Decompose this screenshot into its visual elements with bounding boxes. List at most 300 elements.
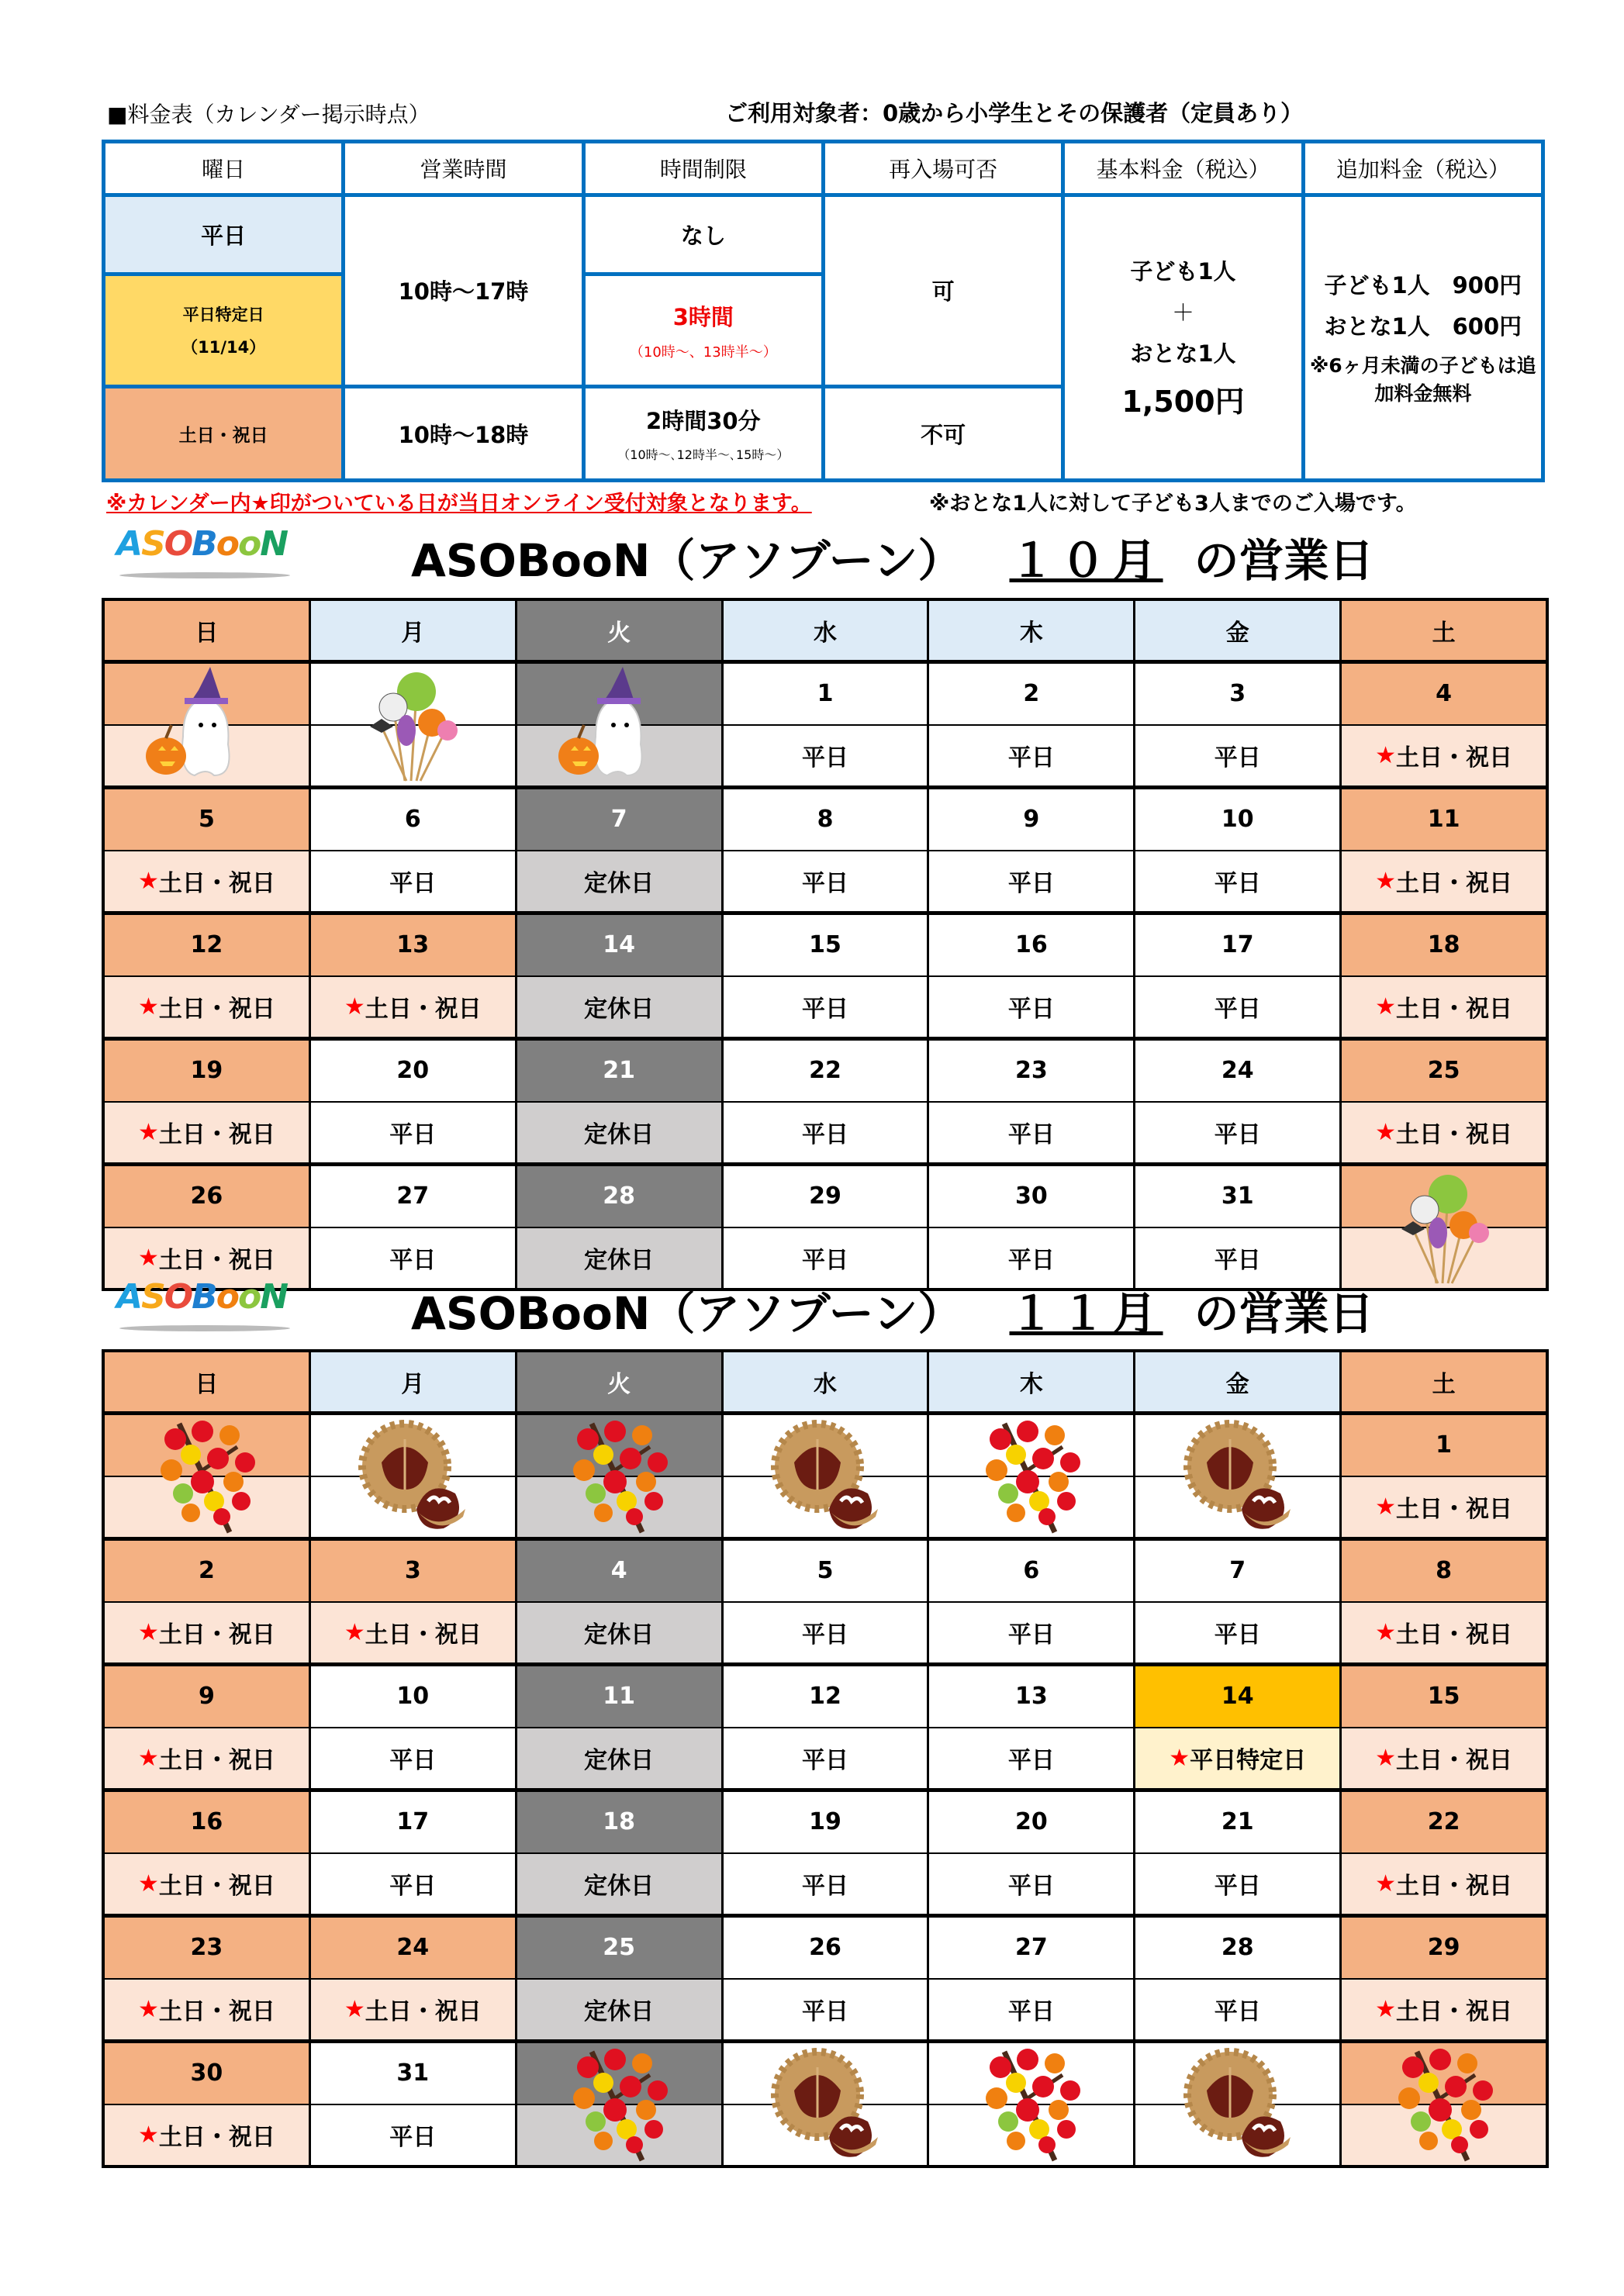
calendar-day — [724, 1918, 930, 2039]
day-status-label: 土日・祝日 — [158, 1247, 275, 1275]
day-status — [929, 1980, 1133, 2040]
autumn-leaves-icon — [929, 1415, 1133, 1537]
calendar-day — [724, 1166, 930, 1288]
day-number: 16 — [105, 1792, 309, 1854]
day-status-label: 平日 — [1214, 996, 1261, 1024]
day-status — [1135, 1728, 1339, 1789]
day-status-label: 平日 — [802, 1998, 848, 2026]
day-number: 31 — [311, 2043, 515, 2105]
day-number: 5 — [724, 1541, 928, 1603]
calendar-week — [105, 1166, 1546, 1288]
calendar-day — [1135, 1918, 1342, 2039]
col-hours: 営業時間 — [344, 142, 583, 195]
day-status-label: 土日・祝日 — [1396, 1621, 1513, 1649]
day-status-label: 平日 — [1007, 1747, 1055, 1775]
day-status — [929, 977, 1133, 1038]
day-number: 3 — [1135, 664, 1339, 726]
weekday-header-cell: 木 — [929, 1352, 1135, 1411]
weekday-header-cell: 水 — [724, 601, 930, 660]
day-status — [105, 1980, 309, 2040]
illustration-cell — [1135, 1415, 1342, 1537]
day-number: 26 — [105, 1166, 309, 1228]
weekday-header-cell: 木 — [929, 601, 1135, 660]
weekday-header-cell: 土 — [1342, 601, 1546, 660]
day-status — [311, 1103, 515, 1163]
weekday-header — [105, 601, 1546, 664]
day-status — [1342, 977, 1546, 1038]
calendar-day — [1342, 1415, 1546, 1537]
illustration-cell — [517, 2043, 724, 2165]
day-status-label: 土日・祝日 — [158, 1747, 275, 1775]
day-number: 27 — [929, 1918, 1133, 1980]
day-status — [1135, 851, 1339, 912]
reentry-weekend: 不可 — [823, 387, 1063, 481]
day-number: 25 — [1342, 1041, 1546, 1103]
day-status — [105, 1603, 309, 1663]
day-status — [929, 851, 1133, 912]
online-star-icon: ★ — [137, 1870, 159, 1897]
day-status-label: 平日 — [389, 1247, 437, 1275]
autumn-leaves-icon — [517, 2043, 721, 2165]
day-status — [724, 1103, 928, 1163]
weekday-header-cell: 火 — [517, 601, 724, 660]
day-status-label: 平日 — [802, 996, 848, 1024]
day-status-label: 土日・祝日 — [158, 1998, 275, 2026]
day-status-label: 平日 — [802, 870, 848, 898]
ghost-pumpkin-icon — [517, 664, 721, 785]
calendar-day — [929, 664, 1135, 785]
day-number: 15 — [724, 915, 928, 977]
day-number: 4 — [517, 1541, 721, 1603]
calendar-week — [105, 1415, 1546, 1541]
day-number: 13 — [311, 915, 515, 977]
day-status — [105, 977, 309, 1038]
chestnut-icon — [311, 1415, 515, 1537]
day-number: 23 — [929, 1041, 1133, 1103]
online-note: ※カレンダー内★印がついている日が当日オンライン受付対象となります。 — [106, 492, 812, 516]
day-number: 3 — [311, 1541, 515, 1603]
day-number: 19 — [105, 1041, 309, 1103]
base-child: 子ども1人 — [1130, 258, 1236, 285]
col-extra-fee: 追加料金（税込） — [1303, 142, 1543, 195]
day-number: 13 — [929, 1666, 1133, 1728]
calendar-day — [1342, 1541, 1546, 1662]
chestnut-icon — [1135, 2043, 1339, 2165]
day-status-label: 平日 — [389, 1747, 437, 1775]
day-status — [105, 2105, 309, 2166]
illustration-cell — [724, 2043, 930, 2165]
day-status-label: 平日 — [1214, 1247, 1261, 1275]
day-number: 20 — [311, 1041, 515, 1103]
calendar-title-name: ASOBooN（アソブーン） — [411, 534, 963, 587]
day-status-label: 土日・祝日 — [1396, 870, 1513, 898]
autumn-leaves-icon — [1342, 2043, 1546, 2165]
day-number: 31 — [1135, 1166, 1339, 1228]
online-star-icon: ★ — [344, 993, 365, 1020]
calendar-day — [1342, 1792, 1546, 1914]
autumn-leaves-icon — [929, 2043, 1133, 2165]
calendar-day — [105, 1166, 311, 1288]
calendar-day — [105, 789, 311, 911]
online-star-icon: ★ — [1375, 1118, 1397, 1146]
day-status-label: 定休日 — [584, 1247, 655, 1275]
illustration-cell — [724, 1415, 930, 1537]
online-star-icon: ★ — [344, 1995, 365, 2023]
day-status — [1135, 1103, 1339, 1163]
november-calendar — [102, 1349, 1549, 2168]
day-number: 25 — [517, 1918, 721, 1980]
online-star-icon: ★ — [137, 1995, 159, 2023]
calendar-day — [1342, 1918, 1546, 2039]
price-table — [102, 140, 1545, 482]
day-number: 20 — [929, 1792, 1133, 1854]
day-status-label: 平日 — [1007, 996, 1055, 1024]
calendar-day — [724, 915, 930, 1037]
extra-adult: おとな1人 600円 — [1324, 313, 1522, 340]
calendar-day — [1135, 1541, 1342, 1662]
calendar-day — [105, 1918, 311, 2039]
day-number: 6 — [929, 1541, 1133, 1603]
day-status — [517, 1980, 721, 2040]
halloween-candy-icon — [311, 664, 515, 785]
day-status — [517, 851, 721, 912]
day-status-label: 土日・祝日 — [1396, 996, 1513, 1024]
day-status — [1135, 1854, 1339, 1914]
limit-weekend-note: （10時～､12時半～､15時～） — [617, 447, 790, 463]
calendar-day — [517, 789, 724, 911]
autumn-leaves-icon — [105, 1415, 309, 1537]
calendar-day — [724, 1666, 930, 1788]
calendar-day — [311, 789, 517, 911]
day-number: 11 — [1342, 789, 1546, 851]
day-number: 30 — [929, 1166, 1133, 1228]
calendar-month: １０月 — [1009, 534, 1163, 587]
calendar-title-suffix: の営業日 — [1194, 534, 1374, 587]
online-star-icon: ★ — [1375, 1493, 1397, 1521]
calendar-day — [311, 1041, 517, 1162]
limit-special-text: 3時間 — [672, 303, 734, 330]
calendar-day — [105, 1041, 311, 1162]
col-limit: 時間制限 — [583, 142, 823, 195]
calendar-day — [517, 1541, 724, 1662]
day-status — [1342, 851, 1546, 912]
online-star-icon: ★ — [137, 867, 159, 895]
calendar-day — [929, 1666, 1135, 1788]
illustration-cell — [1342, 1166, 1546, 1288]
calendar-week — [105, 1666, 1546, 1792]
calendar-day — [517, 1918, 724, 2039]
special-day-date: （11/14） — [181, 338, 266, 357]
calendar-title — [411, 524, 1374, 589]
weekday-header-cell: 土 — [1342, 1352, 1546, 1411]
calendar-day — [929, 1541, 1135, 1662]
day-status-label: 平日 — [802, 1873, 848, 1901]
day-number: 21 — [517, 1041, 721, 1103]
calendar-week — [105, 664, 1546, 789]
day-status-label: 平日 — [1214, 1998, 1261, 2026]
calendar-day — [929, 1166, 1135, 1288]
calendar-day — [517, 1666, 724, 1788]
illustration-cell — [1135, 2043, 1342, 2165]
day-number: 9 — [105, 1666, 309, 1728]
day-status-label: 平日 — [389, 1873, 437, 1901]
calendar-day — [929, 915, 1135, 1037]
day-status-label: 定休日 — [584, 1621, 655, 1649]
day-status — [311, 1854, 515, 1914]
day-status-label: 平日 — [1214, 1873, 1261, 1901]
day-status-label: 平日 — [389, 870, 437, 898]
day-status — [105, 1854, 309, 1914]
calendar-day — [724, 1541, 930, 1662]
day-status-label: 土日・祝日 — [158, 1873, 275, 1901]
day-status — [1135, 977, 1339, 1038]
weekday-header — [105, 1352, 1546, 1415]
day-status — [311, 1728, 515, 1789]
illustration-cell — [517, 664, 724, 785]
day-status-label: 平日 — [1214, 1621, 1261, 1649]
day-number: 24 — [311, 1918, 515, 1980]
day-status — [724, 1603, 928, 1663]
day-status-label: 土日・祝日 — [1396, 1496, 1513, 1524]
col-base-fee: 基本料金（税込） — [1063, 142, 1303, 195]
base-price: 1,500円 — [1121, 385, 1245, 419]
calendar-day — [311, 915, 517, 1037]
day-status — [517, 977, 721, 1038]
day-status-label: 土日・祝日 — [1396, 1121, 1513, 1149]
day-number: 17 — [1135, 915, 1339, 977]
calendar-day — [105, 1792, 311, 1914]
online-star-icon: ★ — [1375, 741, 1397, 769]
calendar-day — [929, 1918, 1135, 2039]
day-status-label: 平日 — [1007, 1873, 1055, 1901]
day-status-label: 平日 — [802, 1621, 848, 1649]
calendar-day — [517, 1041, 724, 1162]
online-star-icon: ★ — [1375, 1870, 1397, 1897]
hours-weekday: 10時～17時 — [344, 195, 583, 387]
day-number: 24 — [1135, 1041, 1339, 1103]
illustration-cell — [311, 1415, 517, 1537]
calendar-day — [517, 1792, 724, 1914]
day-status — [517, 1728, 721, 1789]
day-number: 4 — [1342, 664, 1546, 726]
weekend-label: 土日・祝日 — [104, 387, 344, 481]
day-status — [724, 1854, 928, 1914]
calendar-day — [1342, 1041, 1546, 1162]
asoboon-logo: ASOBooN — [116, 524, 349, 586]
day-status — [1342, 1980, 1546, 2040]
calendar-week — [105, 915, 1546, 1041]
online-star-icon: ★ — [1375, 867, 1397, 895]
online-star-icon: ★ — [137, 1618, 159, 1646]
illustration-cell — [105, 664, 311, 785]
day-number: 10 — [311, 1666, 515, 1728]
day-status-label: 定休日 — [584, 996, 655, 1024]
chestnut-icon — [724, 1415, 928, 1537]
day-number: 1 — [724, 664, 928, 726]
calendar-day — [105, 2043, 311, 2165]
target-users: ご利用対象者：0歳から小学生とその保護者（定員あり） — [725, 100, 1304, 126]
day-status-label: 土日・祝日 — [365, 1998, 482, 2026]
day-status-label: 土日・祝日 — [1396, 1998, 1513, 2026]
day-number: 14 — [517, 915, 721, 977]
day-status — [1135, 1980, 1339, 2040]
col-reentry: 再入場可否 — [823, 142, 1063, 195]
illustration-cell — [105, 1415, 311, 1537]
calendar-week — [105, 789, 1546, 915]
calendar-week — [105, 1041, 1546, 1166]
day-status — [1342, 726, 1546, 786]
online-star-icon: ★ — [1375, 993, 1397, 1020]
day-status-label: 平日 — [389, 2124, 437, 2152]
day-number: 30 — [105, 2043, 309, 2105]
weekday-header-cell: 日 — [105, 601, 311, 660]
illustration-cell — [1342, 2043, 1546, 2165]
day-number: 8 — [724, 789, 928, 851]
day-status-label: 平日 — [1214, 870, 1261, 898]
base-plus: ＋ — [1171, 299, 1194, 326]
day-status — [105, 851, 309, 912]
day-number: 15 — [1342, 1666, 1546, 1728]
day-status-label: 平日 — [1007, 1998, 1055, 2026]
day-status — [929, 1728, 1133, 1789]
base-fee — [1063, 195, 1303, 480]
weekday-label: 平日 — [104, 195, 344, 274]
calendar-day — [1135, 789, 1342, 911]
illustration-cell — [311, 664, 517, 785]
special-day-text: 平日特定日 — [182, 306, 264, 325]
calendar-day — [1342, 915, 1546, 1037]
special-day-label — [104, 274, 344, 386]
calendar-month: １１月 — [1009, 1287, 1163, 1340]
extra-child: 子ども1人 900円 — [1324, 272, 1522, 299]
calendar-day — [1135, 1666, 1342, 1788]
day-number: 11 — [517, 1666, 721, 1728]
weekday-header-cell: 金 — [1135, 1352, 1342, 1411]
calendar-day — [929, 1792, 1135, 1914]
day-status — [724, 1728, 928, 1789]
calendar-day — [517, 1166, 724, 1288]
day-status — [311, 1980, 515, 2040]
extra-note: ※6ヶ月未満の子どもは追加料金無料 — [1309, 354, 1536, 406]
online-star-icon: ★ — [344, 1618, 365, 1646]
day-number: 29 — [724, 1166, 928, 1228]
illustration-cell — [517, 1415, 724, 1537]
day-status-label: 平日 — [1007, 870, 1055, 898]
day-status — [929, 1854, 1133, 1914]
autumn-leaves-icon — [517, 1415, 721, 1537]
calendar-day — [311, 1166, 517, 1288]
calendar-day — [1342, 1666, 1546, 1788]
day-number: 18 — [517, 1792, 721, 1854]
day-number: 2 — [929, 664, 1133, 726]
logo-swoosh — [119, 572, 290, 578]
day-status — [517, 1854, 721, 1914]
day-status-label: 平日 — [1214, 744, 1261, 772]
calendar-day — [517, 915, 724, 1037]
day-status-label: 土日・祝日 — [365, 996, 482, 1024]
calendar-title-suffix: の営業日 — [1194, 1287, 1374, 1340]
day-status — [311, 2105, 515, 2166]
day-number: 1 — [1342, 1415, 1546, 1477]
logo-swoosh — [119, 1325, 290, 1331]
day-status-label: 平日 — [1007, 1121, 1055, 1149]
calendar-title — [411, 1277, 1374, 1342]
day-status-label: 定休日 — [584, 1747, 655, 1775]
day-status — [724, 977, 928, 1038]
day-status-label: 土日・祝日 — [158, 1121, 275, 1149]
price-table-title: ■料金表（カレンダー掲示時点） — [107, 102, 430, 127]
calendar-day — [1135, 664, 1342, 785]
chestnut-icon — [1135, 1415, 1339, 1537]
weekday-header-cell: 月 — [311, 601, 517, 660]
day-status-label: 土日・祝日 — [158, 2124, 275, 2152]
illustration-cell — [929, 1415, 1135, 1537]
ghost-pumpkin-icon — [105, 664, 309, 785]
day-status — [1342, 1477, 1546, 1538]
day-status — [929, 1103, 1133, 1163]
day-number: 21 — [1135, 1792, 1339, 1854]
price-table-header — [104, 142, 1543, 195]
day-number: 19 — [724, 1792, 928, 1854]
online-star-icon: ★ — [1375, 1744, 1397, 1772]
day-number: 26 — [724, 1918, 928, 1980]
calendar-day — [105, 1541, 311, 1662]
day-status-label: 定休日 — [584, 1998, 655, 2026]
day-status — [724, 726, 928, 786]
day-number: 9 — [929, 789, 1133, 851]
day-number: 10 — [1135, 789, 1339, 851]
day-status-label: 土日・祝日 — [158, 870, 275, 898]
calendar-day — [724, 1041, 930, 1162]
calendar-title-name: ASOBooN（アソブーン） — [411, 1287, 963, 1340]
calendar-day — [1342, 789, 1546, 911]
calendar-day — [1135, 1792, 1342, 1914]
online-star-icon: ★ — [1169, 1744, 1190, 1772]
day-number: 18 — [1342, 915, 1546, 977]
calendar-day — [724, 1792, 930, 1914]
day-status — [1342, 1603, 1546, 1663]
day-status — [1135, 1603, 1339, 1663]
day-number: 29 — [1342, 1918, 1546, 1980]
asoboon-logo: ASOBooN — [116, 1277, 349, 1339]
ratio-note: ※おとな1人に対して子ども3人までのご入場です。 — [929, 492, 1417, 516]
reentry-weekday: 可 — [823, 195, 1063, 387]
calendar-day — [1135, 915, 1342, 1037]
calendar-day — [1342, 664, 1546, 785]
calendar-day — [311, 1918, 517, 2039]
day-number: 12 — [724, 1666, 928, 1728]
day-number: 22 — [724, 1041, 928, 1103]
day-status-label: 土日・祝日 — [1396, 1747, 1513, 1775]
calendar-day — [105, 1666, 311, 1788]
day-status — [517, 1103, 721, 1163]
online-star-icon: ★ — [137, 1744, 159, 1772]
day-status — [105, 1728, 309, 1789]
online-star-icon: ★ — [137, 1244, 159, 1272]
calendar-week — [105, 1918, 1546, 2043]
col-day: 曜日 — [104, 142, 344, 195]
illustration-cell — [929, 2043, 1135, 2165]
day-number: 27 — [311, 1166, 515, 1228]
day-number: 17 — [311, 1792, 515, 1854]
base-adult: おとな1人 — [1130, 340, 1236, 368]
online-star-icon: ★ — [137, 1118, 159, 1146]
calendar-day — [1135, 1166, 1342, 1288]
day-status-label: 土日・祝日 — [1396, 744, 1513, 772]
day-status-label: 平日 — [802, 1247, 848, 1275]
day-number: 8 — [1342, 1541, 1546, 1603]
weekday-header-cell: 水 — [724, 1352, 930, 1411]
